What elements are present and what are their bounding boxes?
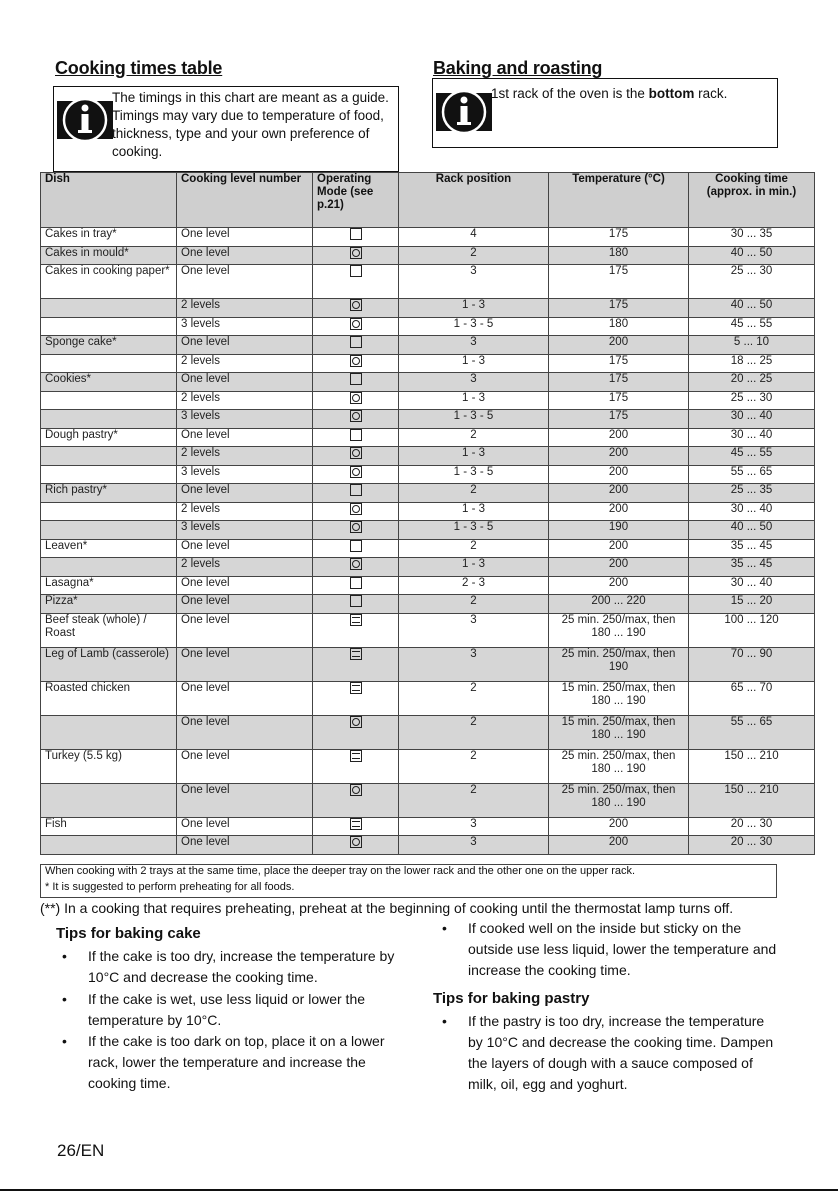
table-cell-time: 40 ... 50 — [689, 299, 815, 318]
table-cell-temp: 180 — [549, 246, 689, 265]
table-cell-temp: 25 min. 250/max, then 180 ... 190 — [549, 613, 689, 647]
operating-mode-cell — [313, 681, 399, 715]
table-cell-rack: 2 — [399, 246, 549, 265]
table-note-two-trays: When cooking with 2 trays at the same time, place the deeper tray on the lower rack and the other one on the upper rack. — [40, 864, 777, 881]
table-cell-rack: 3 — [399, 613, 549, 647]
table-row — [41, 817, 815, 836]
fan-mode-icon — [350, 392, 362, 404]
tip-item: • If the cake is too dark on top, place it on a lower rack, lower the temperature and increase the cooking time. — [62, 1033, 385, 1091]
table-cell-dish — [41, 465, 177, 484]
table-row — [41, 354, 815, 373]
table-cell-time: 30 ... 40 — [689, 410, 815, 429]
table-cell-temp: 200 — [549, 428, 689, 447]
operating-mode-cell — [313, 410, 399, 429]
table-cell-time: 20 ... 25 — [689, 373, 815, 392]
table-cell-level: One level — [177, 595, 313, 614]
operating-mode-cell — [313, 783, 399, 817]
table-cell-temp: 190 — [549, 521, 689, 540]
info-text-rack: 1st rack of the oven is the bottom rack. — [491, 86, 728, 101]
fan-mode-icon — [350, 355, 362, 367]
table-cell-time: 30 ... 35 — [689, 228, 815, 247]
grill-mode-icon — [350, 750, 362, 762]
table-cell-time: 25 ... 35 — [689, 484, 815, 503]
table-cell-level: One level — [177, 484, 313, 503]
info-box-guide — [53, 86, 399, 172]
table-row — [41, 539, 815, 558]
table-cell-time: 65 ... 70 — [689, 681, 815, 715]
fan-mode-icon — [350, 521, 362, 533]
table-cell-temp: 200 — [549, 502, 689, 521]
bullet: • — [442, 1013, 447, 1029]
operating-mode-cell — [313, 336, 399, 355]
operating-mode-cell — [313, 749, 399, 783]
table-cell-dish: Cakes in tray* — [41, 228, 177, 247]
table-cell-dish: Cookies* — [41, 373, 177, 392]
table-cell-time: 25 ... 30 — [689, 265, 815, 299]
fan-mode-icon — [350, 503, 362, 515]
table-cell-temp: 25 min. 250/max, then 180 ... 190 — [549, 749, 689, 783]
table-cell-dish — [41, 447, 177, 466]
table-cell-level: One level — [177, 373, 313, 392]
tip-item: • If the cake is wet, use less liquid or lower the temperature by 10°C. — [62, 991, 366, 1028]
operating-mode-cell — [313, 391, 399, 410]
column-header: Cooking level number — [177, 173, 313, 228]
table-cell-temp: 200 — [549, 558, 689, 577]
table-cell-level: One level — [177, 783, 313, 817]
static-mode-icon — [350, 373, 362, 385]
table-cell-temp: 200 ... 220 — [549, 595, 689, 614]
operating-mode-cell — [313, 373, 399, 392]
table-cell-temp: 200 — [549, 539, 689, 558]
table-cell-temp: 200 — [549, 465, 689, 484]
table-cell-time: 40 ... 50 — [689, 246, 815, 265]
section-title-cooking-times: Cooking times table — [55, 58, 223, 78]
table-cell-rack: 3 — [399, 836, 549, 855]
table-cell-time: 30 ... 40 — [689, 502, 815, 521]
table-cell-dish — [41, 836, 177, 855]
table-cell-rack: 2 — [399, 749, 549, 783]
table-cell-dish: Rich pastry* — [41, 484, 177, 503]
table-cell-level: 2 levels — [177, 354, 313, 373]
static-mode-icon — [350, 540, 362, 552]
table-cell-rack: 1 - 3 — [399, 558, 549, 577]
cooking-times-table — [40, 172, 815, 855]
table-cell-rack: 2 - 3 — [399, 576, 549, 595]
table-cell-rack: 1 - 3 - 5 — [399, 465, 549, 484]
grill-mode-icon — [350, 682, 362, 694]
fan-mode-icon — [350, 247, 362, 259]
table-cell-dish: Leg of Lamb (casserole) — [41, 647, 177, 681]
table-note-preheating: * It is suggested to perform preheating for all foods. — [40, 881, 777, 898]
tip-item: • If the pastry is too dry, increase the temperature by 10°C and decrease the cooking time. Dampen the layers of dough with a sauce composed of milk, oil, egg and yoghurt. — [442, 1013, 774, 1092]
table-cell-level: 3 levels — [177, 317, 313, 336]
table-row — [41, 246, 815, 265]
table-cell-rack: 2 — [399, 428, 549, 447]
operating-mode-cell — [313, 299, 399, 318]
table-cell-time: 20 ... 30 — [689, 817, 815, 836]
static-mode-icon — [350, 228, 362, 240]
operating-mode-cell — [313, 265, 399, 299]
table-cell-rack: 3 — [399, 265, 549, 299]
table-cell-level: One level — [177, 539, 313, 558]
table-cell-temp: 15 min. 250/max, then 180 ... 190 — [549, 681, 689, 715]
table-cell-level: One level — [177, 228, 313, 247]
table-row — [41, 336, 815, 355]
table-cell-level: 3 levels — [177, 521, 313, 540]
table-cell-time: 30 ... 40 — [689, 576, 815, 595]
table-cell-level: One level — [177, 613, 313, 647]
table-cell-time: 25 ... 30 — [689, 391, 815, 410]
table-cell-time: 40 ... 50 — [689, 521, 815, 540]
tip-item: • If the cake is too dry, increase the temperature by 10°C and decrease the cooking time. — [62, 948, 395, 985]
table-cell-level: One level — [177, 246, 313, 265]
table-cell-temp: 175 — [549, 391, 689, 410]
operating-mode-cell — [313, 246, 399, 265]
table-cell-rack: 3 — [399, 647, 549, 681]
operating-mode-cell — [313, 521, 399, 540]
table-cell-dish — [41, 502, 177, 521]
table-cell-level: 2 levels — [177, 502, 313, 521]
table-cell-temp: 200 — [549, 817, 689, 836]
tips-baking-pastry-title: Tips for baking pastry — [433, 990, 590, 1007]
table-row — [41, 373, 815, 392]
column-header: Rack position — [399, 173, 549, 228]
table-cell-level: One level — [177, 265, 313, 299]
table-cell-temp: 175 — [549, 228, 689, 247]
table-cell-rack: 1 - 3 - 5 — [399, 521, 549, 540]
table-cell-rack: 1 - 3 — [399, 391, 549, 410]
table-cell-level: 2 levels — [177, 299, 313, 318]
table-cell-dish: Lasagna* — [41, 576, 177, 595]
table-row — [41, 317, 815, 336]
grill-mode-icon — [350, 648, 362, 660]
table-cell-temp: 175 — [549, 265, 689, 299]
table-cell-time: 20 ... 30 — [689, 836, 815, 855]
static-mode-icon — [350, 595, 362, 607]
table-cell-temp: 175 — [549, 354, 689, 373]
info-box-rack — [432, 78, 778, 148]
column-header: Cooking time (approx. in min.) — [689, 173, 815, 228]
table-row — [41, 558, 815, 577]
table-header-row — [41, 173, 815, 228]
table-cell-time: 70 ... 90 — [689, 647, 815, 681]
table-row — [41, 749, 815, 783]
table-cell-dish — [41, 410, 177, 429]
operating-mode-cell — [313, 647, 399, 681]
table-cell-dish: Cakes in cooking paper* — [41, 265, 177, 299]
column-header: Dish — [41, 173, 177, 228]
table-cell-dish: Fish — [41, 817, 177, 836]
fan-mode-icon — [350, 466, 362, 478]
table-cell-temp: 200 — [549, 447, 689, 466]
table-cell-dish — [41, 521, 177, 540]
operating-mode-cell — [313, 447, 399, 466]
static-mode-icon — [350, 484, 362, 496]
table-row — [41, 715, 815, 749]
table-cell-level: One level — [177, 576, 313, 595]
table-cell-level: One level — [177, 715, 313, 749]
table-row — [41, 465, 815, 484]
table-cell-rack: 4 — [399, 228, 549, 247]
info-icon — [436, 87, 492, 137]
static-mode-icon — [350, 429, 362, 441]
fan-mode-icon — [350, 299, 362, 311]
fan-mode-icon — [350, 447, 362, 459]
table-cell-dish — [41, 783, 177, 817]
table-cell-time: 55 ... 65 — [689, 715, 815, 749]
table-cell-level: 2 levels — [177, 447, 313, 466]
table-cell-time: 35 ... 45 — [689, 558, 815, 577]
table-row — [41, 595, 815, 614]
table-row — [41, 299, 815, 318]
table-cell-rack: 2 — [399, 484, 549, 503]
table-cell-level: One level — [177, 336, 313, 355]
bullet: • — [62, 1033, 67, 1049]
table-row — [41, 613, 815, 647]
table-cell-dish: Roasted chicken — [41, 681, 177, 715]
table-cell-level: 2 levels — [177, 391, 313, 410]
fan-mode-icon — [350, 784, 362, 796]
table-cell-rack: 3 — [399, 373, 549, 392]
fan-mode-icon — [350, 716, 362, 728]
table-cell-time: 150 ... 210 — [689, 749, 815, 783]
table-cell-dish — [41, 558, 177, 577]
table-row — [41, 410, 815, 429]
operating-mode-cell — [313, 595, 399, 614]
bullet: • — [62, 991, 67, 1007]
column-header: Operating Mode (see p.21) — [313, 173, 399, 228]
table-cell-time: 100 ... 120 — [689, 613, 815, 647]
preheat-note: (**) In a cooking that requires preheating, preheat at the beginning of cooking until the thermostat lamp turns off. — [40, 900, 734, 916]
table-cell-level: 3 levels — [177, 410, 313, 429]
operating-mode-cell — [313, 228, 399, 247]
table-cell-dish: Sponge cake* — [41, 336, 177, 355]
table-cell-rack: 2 — [399, 681, 549, 715]
table-cell-level: One level — [177, 428, 313, 447]
table-row — [41, 428, 815, 447]
operating-mode-cell — [313, 836, 399, 855]
fan-mode-icon — [350, 318, 362, 330]
table-cell-temp: 25 min. 250/max, then 180 ... 190 — [549, 783, 689, 817]
table-cell-dish — [41, 715, 177, 749]
table-cell-rack: 3 — [399, 817, 549, 836]
table-cell-temp: 175 — [549, 299, 689, 318]
table-cell-dish: Turkey (5.5 kg) — [41, 749, 177, 783]
table-cell-rack: 2 — [399, 595, 549, 614]
table-cell-rack: 1 - 3 - 5 — [399, 317, 549, 336]
table-cell-rack: 1 - 3 — [399, 299, 549, 318]
tip-item: • If cooked well on the inside but sticky on the outside use less liquid, lower the temperature and increase the cooking time. — [442, 920, 777, 978]
grill-mode-icon — [350, 818, 362, 830]
table-cell-level: One level — [177, 681, 313, 715]
grill-mode-icon — [350, 614, 362, 626]
table-cell-rack: 1 - 3 — [399, 354, 549, 373]
table-cell-time: 35 ... 45 — [689, 539, 815, 558]
table-cell-dish: Cakes in mould* — [41, 246, 177, 265]
table-cell-time: 30 ... 40 — [689, 428, 815, 447]
table-row — [41, 265, 815, 299]
table-cell-temp: 200 — [549, 836, 689, 855]
table-cell-temp: 15 min. 250/max, then 180 ... 190 — [549, 715, 689, 749]
table-row — [41, 576, 815, 595]
table-row — [41, 228, 815, 247]
table-cell-level: 2 levels — [177, 558, 313, 577]
static-mode-icon — [350, 577, 362, 589]
info-icon — [57, 95, 113, 145]
static-mode-icon — [350, 265, 362, 277]
table-row — [41, 783, 815, 817]
table-cell-temp: 180 — [549, 317, 689, 336]
table-row — [41, 521, 815, 540]
table-cell-dish: Pizza* — [41, 595, 177, 614]
table-cell-rack: 2 — [399, 783, 549, 817]
table-row — [41, 681, 815, 715]
operating-mode-cell — [313, 539, 399, 558]
page-number: 26/EN — [57, 1141, 105, 1160]
table-cell-dish — [41, 354, 177, 373]
table-cell-dish — [41, 317, 177, 336]
bullet: • — [442, 920, 447, 936]
operating-mode-cell — [313, 428, 399, 447]
table-cell-temp: 200 — [549, 484, 689, 503]
fan-mode-icon — [350, 836, 362, 848]
column-header: Temperature (°C) — [549, 173, 689, 228]
table-cell-dish — [41, 299, 177, 318]
table-row — [41, 447, 815, 466]
table-cell-level: 3 levels — [177, 465, 313, 484]
operating-mode-cell — [313, 613, 399, 647]
table-row — [41, 502, 815, 521]
table-cell-time: 45 ... 55 — [689, 317, 815, 336]
operating-mode-cell — [313, 465, 399, 484]
table-cell-temp: 25 min. 250/max, then 190 — [549, 647, 689, 681]
bullet: • — [62, 948, 67, 964]
table-cell-time: 18 ... 25 — [689, 354, 815, 373]
table-cell-rack: 3 — [399, 336, 549, 355]
table-cell-level: One level — [177, 817, 313, 836]
table-row — [41, 836, 815, 855]
table-cell-rack: 2 — [399, 715, 549, 749]
operating-mode-cell — [313, 317, 399, 336]
table-cell-time: 55 ... 65 — [689, 465, 815, 484]
operating-mode-cell — [313, 576, 399, 595]
table-cell-dish — [41, 391, 177, 410]
operating-mode-cell — [313, 817, 399, 836]
table-row — [41, 647, 815, 681]
table-cell-rack: 1 - 3 — [399, 447, 549, 466]
table-row — [41, 484, 815, 503]
table-cell-dish: Dough pastry* — [41, 428, 177, 447]
table-cell-temp: 175 — [549, 373, 689, 392]
table-cell-temp: 200 — [549, 576, 689, 595]
operating-mode-cell — [313, 558, 399, 577]
section-title-baking-roasting: Baking and roasting — [433, 58, 603, 78]
table-cell-rack: 1 - 3 - 5 — [399, 410, 549, 429]
table-cell-temp: 175 — [549, 410, 689, 429]
table-cell-level: One level — [177, 749, 313, 783]
table-cell-dish: Beef steak (whole) / Roast — [41, 613, 177, 647]
table-cell-level: One level — [177, 836, 313, 855]
fan-mode-icon — [350, 410, 362, 422]
table-cell-time: 15 ... 20 — [689, 595, 815, 614]
table-cell-time: 45 ... 55 — [689, 447, 815, 466]
table-cell-dish: Leaven* — [41, 539, 177, 558]
table-row — [41, 391, 815, 410]
operating-mode-cell — [313, 502, 399, 521]
operating-mode-cell — [313, 484, 399, 503]
static-mode-icon — [350, 336, 362, 348]
table-cell-level: One level — [177, 647, 313, 681]
table-cell-temp: 200 — [549, 336, 689, 355]
table-cell-time: 5 ... 10 — [689, 336, 815, 355]
fan-mode-icon — [350, 558, 362, 570]
table-cell-rack: 1 - 3 — [399, 502, 549, 521]
table-cell-rack: 2 — [399, 539, 549, 558]
operating-mode-cell — [313, 715, 399, 749]
operating-mode-cell — [313, 354, 399, 373]
info-text-guide: The timings in this chart are meant as a guide. Timings may vary due to temperature of food, thickness, type and your own preference of cooking. — [112, 90, 389, 159]
table-cell-time: 150 ... 210 — [689, 783, 815, 817]
tips-baking-cake-title: Tips for baking cake — [56, 925, 201, 942]
